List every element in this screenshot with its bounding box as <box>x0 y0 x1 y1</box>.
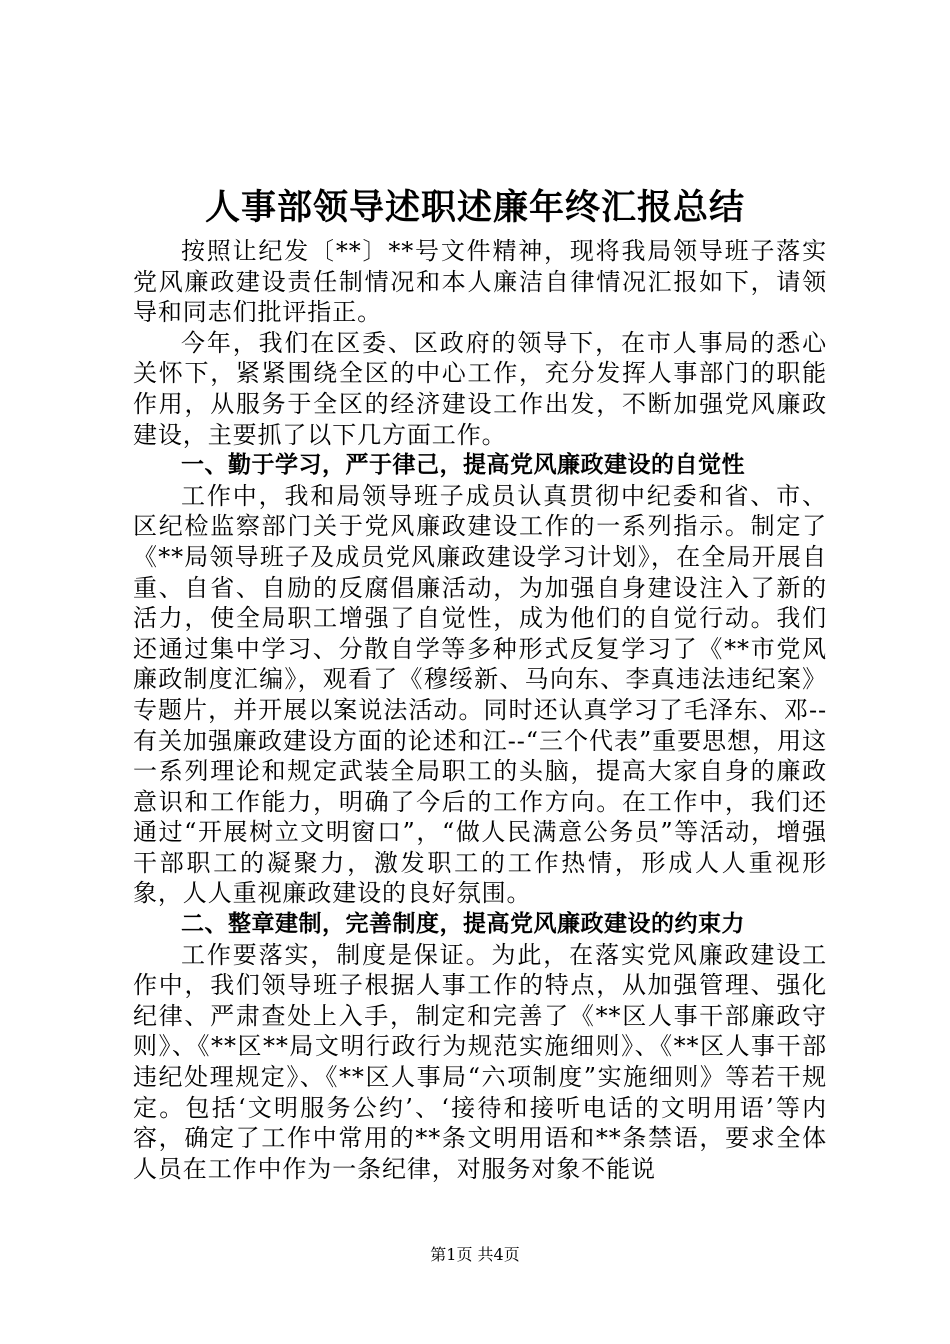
section-1-paragraph: 工作中，我和局领导班子成员认真贯彻中纪委和省、市、区纪检监察部门关于党风廉政建设工作的一系列指示。制定了《**局领导班子及成员党风廉政建设学习计划》，在全局开展自重、自省、自励的反腐倡廉活动，为加强自身建设注入了新的活力，使全局职工增强了自觉性，成为他们的自觉行动。我们还通过集中学习、分散自学等多种形式反复学习了《**市党风廉政制度汇编》，观看了《穆绥新、马向东、李真违法违纪案》专题片，并开展以案说法活动。同时还认真学习了毛泽东、邓--有关加强廉政建设方面的论述和江--“三个代表”重要思想，用这一系列理论和规定武装全局职工的头脑，提高大家自身的廉政意识和工作能力，明确了今后的工作方向。在工作中，我们还通过“开展树立文明窗口”，“做人民满意公务员”等活动，增强干部职工的凝聚力，激发职工的工作热情，形成人人重视形象，人人重视廉政建设的良好氛围。 <box>133 481 827 908</box>
section-2-paragraph: 工作要落实，制度是保证。为此，在落实党风廉政建设工作中，我们领导班子根据人事工作的特点，从加强管理、强化纪律、严肃查处上入手，制定和完善了《**区人事干部廉政守则》、《**区**局文明行政行为规范实施细则》、《**区人事干部违纪处理规定》、《**区人事局“六项制度”实施细则》等若干规定。包括‘文明服务公约’、‘接待和接听电话的文明用语’等内容，确定了工作中常用的**条文明用语和**条禁语，要求全体人员在工作中作为一条纪律，对服务对象不能说 <box>133 940 827 1183</box>
overview-paragraph: 今年，我们在区委、区政府的领导下，在市人事局的悉心关怀下，紧紧围绕全区的中心工作，充分发挥人事部门的职能作用，从服务于全区的经济建设工作出发，不断加强党风廉政建设，主要抓了以下几方面工作。 <box>133 328 827 449</box>
document-body <box>133 236 827 1184</box>
page-footer: 第1页 共4页 <box>430 1245 520 1264</box>
section-2-heading: 二、整章建制，完善制度，提高党风廉政建设的约束力 <box>181 911 745 938</box>
intro-paragraph: 按照让纪发〔**〕**号文件精神，现将我局领导班子落实党风廉政建设责任制情况和本人廉洁自律情况汇报如下，请领导和同志们批评指正。 <box>133 237 827 327</box>
document-title: 人事部领导述职述廉年终汇报总结 <box>204 188 745 228</box>
section-1-heading: 一、勤于学习，严于律己，提高党风廉政建设的自觉性 <box>181 452 745 479</box>
